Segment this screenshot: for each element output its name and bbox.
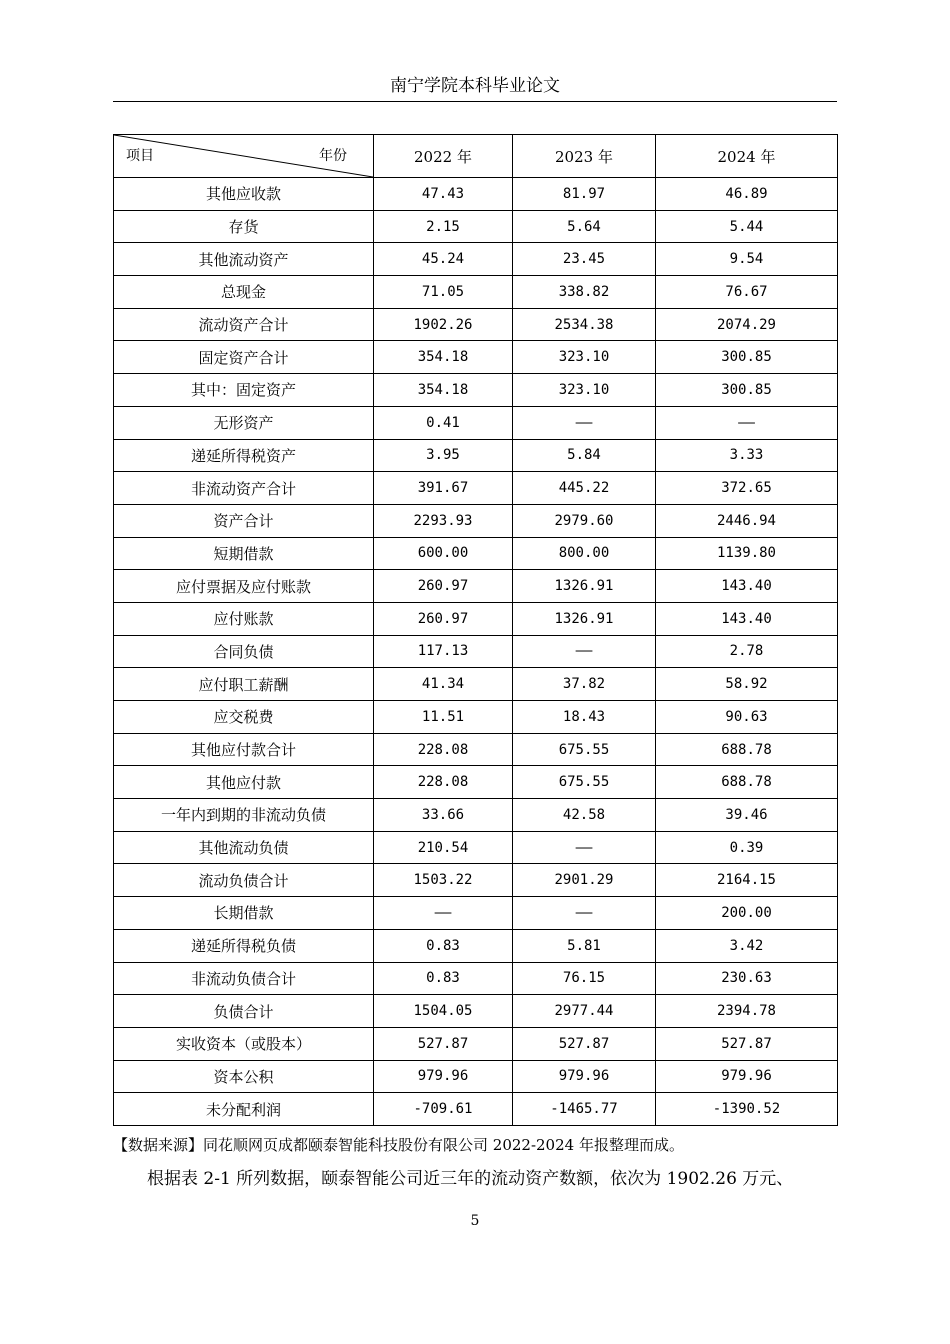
- row-label: 其他流动负债: [114, 831, 374, 864]
- value-cell: 354.18: [374, 374, 513, 407]
- value-cell: 9.54: [656, 243, 838, 276]
- row-label: 无形资产: [114, 406, 374, 439]
- value-cell: 42.58: [513, 799, 656, 832]
- value-cell: 1504.05: [374, 995, 513, 1028]
- table-row: [114, 1060, 838, 1093]
- row-label: 应付账款: [114, 602, 374, 635]
- value-cell: 300.85: [656, 341, 838, 374]
- table-row: [114, 210, 838, 243]
- row-label: 一年内到期的非流动负债: [114, 799, 374, 832]
- row-label: 负债合计: [114, 995, 374, 1028]
- row-label: 应付票据及应付账款: [114, 570, 374, 603]
- value-cell: 2.78: [656, 635, 838, 668]
- table-row: [114, 635, 838, 668]
- table-row: [114, 864, 838, 897]
- page-number: 5: [470, 1213, 480, 1229]
- value-cell: 210.54: [374, 831, 513, 864]
- value-cell: 117.13: [374, 635, 513, 668]
- table-row: [114, 472, 838, 505]
- value-cell: ——: [513, 897, 656, 930]
- row-label: 存货: [114, 210, 374, 243]
- value-cell: 23.45: [513, 243, 656, 276]
- value-cell: 260.97: [374, 570, 513, 603]
- table-row: [114, 701, 838, 734]
- value-cell: 143.40: [656, 570, 838, 603]
- value-cell: 143.40: [656, 602, 838, 635]
- table-row: [114, 243, 838, 276]
- value-cell: 2.15: [374, 210, 513, 243]
- row-label: 未分配利润: [114, 1093, 374, 1126]
- page-header-title: 南宁学院本科毕业论文: [390, 76, 560, 96]
- value-cell: 300.85: [656, 374, 838, 407]
- value-cell: 2534.38: [513, 308, 656, 341]
- row-label: 其他流动资产: [114, 243, 374, 276]
- value-cell: 76.67: [656, 276, 838, 309]
- value-cell: 688.78: [656, 766, 838, 799]
- value-cell: 45.24: [374, 243, 513, 276]
- value-cell: 58.92: [656, 668, 838, 701]
- row-label: 长期借款: [114, 897, 374, 930]
- table-row: [114, 1093, 838, 1126]
- table-row: [114, 308, 838, 341]
- row-label: 应付职工薪酬: [114, 668, 374, 701]
- value-cell: 228.08: [374, 733, 513, 766]
- row-label: 应交税费: [114, 701, 374, 734]
- value-cell: 81.97: [513, 178, 656, 211]
- value-cell: -1390.52: [656, 1093, 838, 1126]
- table-header-row: [114, 135, 838, 178]
- row-label: 其他应付款合计: [114, 733, 374, 766]
- value-cell: 527.87: [513, 1027, 656, 1060]
- value-cell: 2977.44: [513, 995, 656, 1028]
- value-cell: 979.96: [513, 1060, 656, 1093]
- row-label: 总现金: [114, 276, 374, 309]
- value-cell: 800.00: [513, 537, 656, 570]
- year-header: 2024 年: [656, 135, 838, 178]
- value-cell: 675.55: [513, 766, 656, 799]
- value-cell: 391.67: [374, 472, 513, 505]
- value-cell: 2293.93: [374, 504, 513, 537]
- value-cell: 979.96: [656, 1060, 838, 1093]
- value-cell: 5.44: [656, 210, 838, 243]
- row-label: 其中：固定资产: [114, 374, 374, 407]
- table-row: [114, 374, 838, 407]
- table-row: [114, 799, 838, 832]
- table-row: [114, 962, 838, 995]
- value-cell: 323.10: [513, 341, 656, 374]
- value-cell: 76.15: [513, 962, 656, 995]
- row-label: 非流动负债合计: [114, 962, 374, 995]
- value-cell: 1326.91: [513, 602, 656, 635]
- table-row: [114, 406, 838, 439]
- table-row: [114, 570, 838, 603]
- value-cell: 11.51: [374, 701, 513, 734]
- value-cell: 18.43: [513, 701, 656, 734]
- value-cell: -1465.77: [513, 1093, 656, 1126]
- row-label: 其他应收款: [114, 178, 374, 211]
- corner-item-label: 项目: [126, 148, 154, 164]
- year-header: 2022 年: [374, 135, 513, 178]
- row-label: 合同负债: [114, 635, 374, 668]
- value-cell: 979.96: [374, 1060, 513, 1093]
- row-label: 短期借款: [114, 537, 374, 570]
- value-cell: 527.87: [374, 1027, 513, 1060]
- table-row: [114, 602, 838, 635]
- table-row: [114, 995, 838, 1028]
- table-row: [114, 276, 838, 309]
- year-header: 2023 年: [513, 135, 656, 178]
- row-label: 固定资产合计: [114, 341, 374, 374]
- row-label: 资本公积: [114, 1060, 374, 1093]
- value-cell: -709.61: [374, 1093, 513, 1126]
- value-cell: 5.84: [513, 439, 656, 472]
- value-cell: 2164.15: [656, 864, 838, 897]
- value-cell: 323.10: [513, 374, 656, 407]
- body-paragraph: 根据表 2-1 所列数据，颐泰智能公司近三年的流动资产数额，依次为 1902.26 万元、: [147, 1169, 794, 1189]
- row-label: 实收资本（或股本）: [114, 1027, 374, 1060]
- table-row: [114, 504, 838, 537]
- value-cell: 600.00: [374, 537, 513, 570]
- value-cell: 71.05: [374, 276, 513, 309]
- table-row: [114, 1027, 838, 1060]
- value-cell: 33.66: [374, 799, 513, 832]
- value-cell: 200.00: [656, 897, 838, 930]
- header-divider: [113, 101, 837, 102]
- value-cell: 5.64: [513, 210, 656, 243]
- row-label: 资产合计: [114, 504, 374, 537]
- value-cell: 41.34: [374, 668, 513, 701]
- value-cell: 527.87: [656, 1027, 838, 1060]
- table-row: [114, 341, 838, 374]
- value-cell: 46.89: [656, 178, 838, 211]
- value-cell: 47.43: [374, 178, 513, 211]
- value-cell: 1902.26: [374, 308, 513, 341]
- row-label: 其他应付款: [114, 766, 374, 799]
- table-row: [114, 178, 838, 211]
- value-cell: 0.39: [656, 831, 838, 864]
- value-cell: ——: [656, 406, 838, 439]
- value-cell: 37.82: [513, 668, 656, 701]
- value-cell: 1139.80: [656, 537, 838, 570]
- table-row: [114, 831, 838, 864]
- value-cell: ——: [374, 897, 513, 930]
- value-cell: 2901.29: [513, 864, 656, 897]
- row-label: 递延所得税资产: [114, 439, 374, 472]
- value-cell: 3.33: [656, 439, 838, 472]
- value-cell: 2446.94: [656, 504, 838, 537]
- row-label: 流动负债合计: [114, 864, 374, 897]
- value-cell: 0.83: [374, 962, 513, 995]
- row-label: 非流动资产合计: [114, 472, 374, 505]
- value-cell: 2979.60: [513, 504, 656, 537]
- row-label: 流动资产合计: [114, 308, 374, 341]
- corner-year-label: 年份: [319, 148, 347, 164]
- table-row: [114, 766, 838, 799]
- table-row: [114, 537, 838, 570]
- value-cell: 5.81: [513, 929, 656, 962]
- value-cell: 260.97: [374, 602, 513, 635]
- value-cell: 230.63: [656, 962, 838, 995]
- table-row: [114, 733, 838, 766]
- value-cell: ——: [513, 831, 656, 864]
- value-cell: ——: [513, 635, 656, 668]
- data-source-note: 【数据来源】同花顺网页成都颐泰智能科技股份有限公司 2022-2024 年报整理而成。: [113, 1136, 684, 1154]
- table-row: [114, 668, 838, 701]
- value-cell: 0.83: [374, 929, 513, 962]
- value-cell: 3.95: [374, 439, 513, 472]
- value-cell: 228.08: [374, 766, 513, 799]
- value-cell: 90.63: [656, 701, 838, 734]
- value-cell: 445.22: [513, 472, 656, 505]
- diagonal-corner-cell: [114, 135, 374, 178]
- value-cell: 675.55: [513, 733, 656, 766]
- value-cell: 3.42: [656, 929, 838, 962]
- value-cell: 0.41: [374, 406, 513, 439]
- row-label: 递延所得税负债: [114, 929, 374, 962]
- financial-table: [113, 134, 838, 1126]
- table-row: [114, 439, 838, 472]
- value-cell: 688.78: [656, 733, 838, 766]
- value-cell: 2394.78: [656, 995, 838, 1028]
- value-cell: 2074.29: [656, 308, 838, 341]
- value-cell: 39.46: [656, 799, 838, 832]
- table-row: [114, 929, 838, 962]
- value-cell: 1326.91: [513, 570, 656, 603]
- value-cell: ——: [513, 406, 656, 439]
- value-cell: 354.18: [374, 341, 513, 374]
- table-row: [114, 897, 838, 930]
- value-cell: 1503.22: [374, 864, 513, 897]
- value-cell: 372.65: [656, 472, 838, 505]
- value-cell: 338.82: [513, 276, 656, 309]
